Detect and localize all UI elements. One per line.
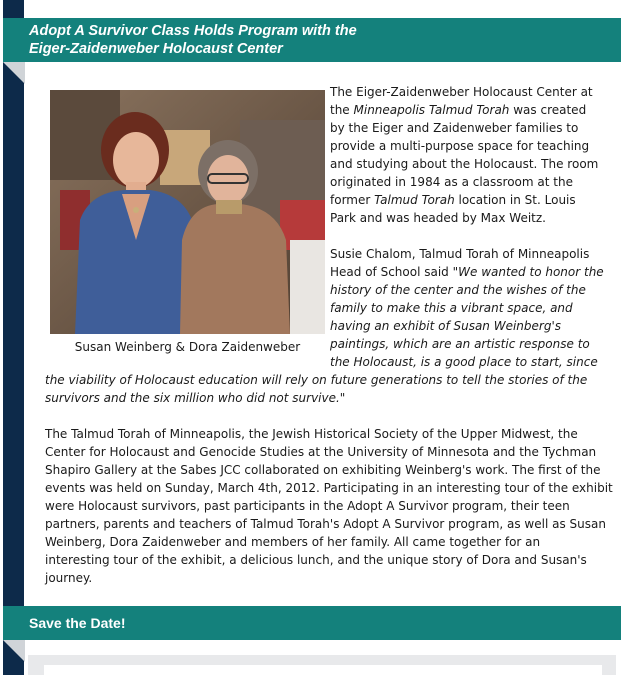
p1-line: by the Eiger and Zaidenweber families to: [330, 121, 579, 135]
article-title: [29, 22, 609, 58]
p2-line: family to make this a vibrant space, and: [330, 301, 573, 315]
paragraph-3: [45, 425, 620, 587]
p1-line: the Minneapolis Talmud Torah was created: [330, 103, 587, 117]
p2-full-line: survivors and the six million who did not survive.": [45, 391, 346, 405]
p3-line: interesting tour of the exhibit, a delicious lunch, and the unique story of Dora and Susan's: [45, 553, 587, 567]
p1-line: The Eiger-Zaidenweber Holocaust Center at: [330, 85, 593, 99]
p2-line: history of the center and the wishes of the: [330, 283, 586, 297]
paragraph-2-right: [330, 245, 620, 371]
save-fold-decoration: [3, 640, 25, 662]
article-title-line-2: Eiger-Zaidenweber Holocaust Center: [29, 41, 283, 57]
p2-full-line: the viability of Holocaust education will rely on future generations to tell the stories of the: [45, 373, 588, 387]
photo-caption: Susan Weinberg & Dora Zaidenweber: [74, 340, 301, 354]
p3-line: The Talmud Torah of Minneapolis, the Jewish Historical Society of the Upper Midwest, the: [45, 427, 578, 441]
paragraph-2-full: [45, 371, 620, 407]
p3-line: events was held on Sunday, March 4th, 2012. Participating in an interesting tour of the exhibit: [45, 481, 613, 495]
header-fold-decoration: [3, 62, 25, 84]
p2-line: Head of School said "We wanted to honor the: [330, 265, 604, 279]
p3-line: Weinberg, Dora Zaidenweber and members of her family. All came together for an: [45, 535, 541, 549]
p3-line: Center for Holocaust and Genocide Studies at the University of Minnesota and the Tychman: [45, 445, 597, 459]
paragraph-1: [330, 83, 620, 227]
p3-line: were Holocaust survivors, past participants in the Adopt A Survivor program, their teen: [45, 499, 570, 513]
save-the-date-title: Save the Date!: [29, 615, 126, 631]
left-accent-bar: [3, 0, 24, 675]
p3-line: partners, parents and teachers of Talmud Torah's Adopt A Survivor program, as well as Susan: [45, 517, 606, 531]
p2-line: Susie Chalom, Talmud Torah of Minneapolis: [330, 247, 590, 261]
p1-line: originated in 1984 as a classroom at the: [330, 175, 573, 189]
p1-line: and studying about the Holocaust. The room: [330, 157, 599, 171]
lower-content-inner: [44, 665, 602, 675]
p1-line: Park and was headed by Max Weitz.: [330, 211, 546, 225]
p2-line: the Holocaust, is a good place to start, since: [330, 355, 598, 369]
p2-line: paintings, which are an artistic response to: [330, 337, 590, 351]
p1-line: provide a multi-purpose space for teaching: [330, 139, 590, 153]
article-title-line-1: Adopt A Survivor Class Holds Program with the: [29, 23, 357, 39]
p1-line: former Talmud Torah location in St. Louis: [330, 193, 576, 207]
p2-line: having an exhibit of Susan Weinberg's: [330, 319, 562, 333]
p3-line: Shapiro Gallery at the Sabes JCC collaborated on exhibiting Weinberg's work. The first of the: [45, 463, 601, 477]
p3-line: journey.: [45, 571, 93, 585]
article-photo: [50, 90, 325, 334]
